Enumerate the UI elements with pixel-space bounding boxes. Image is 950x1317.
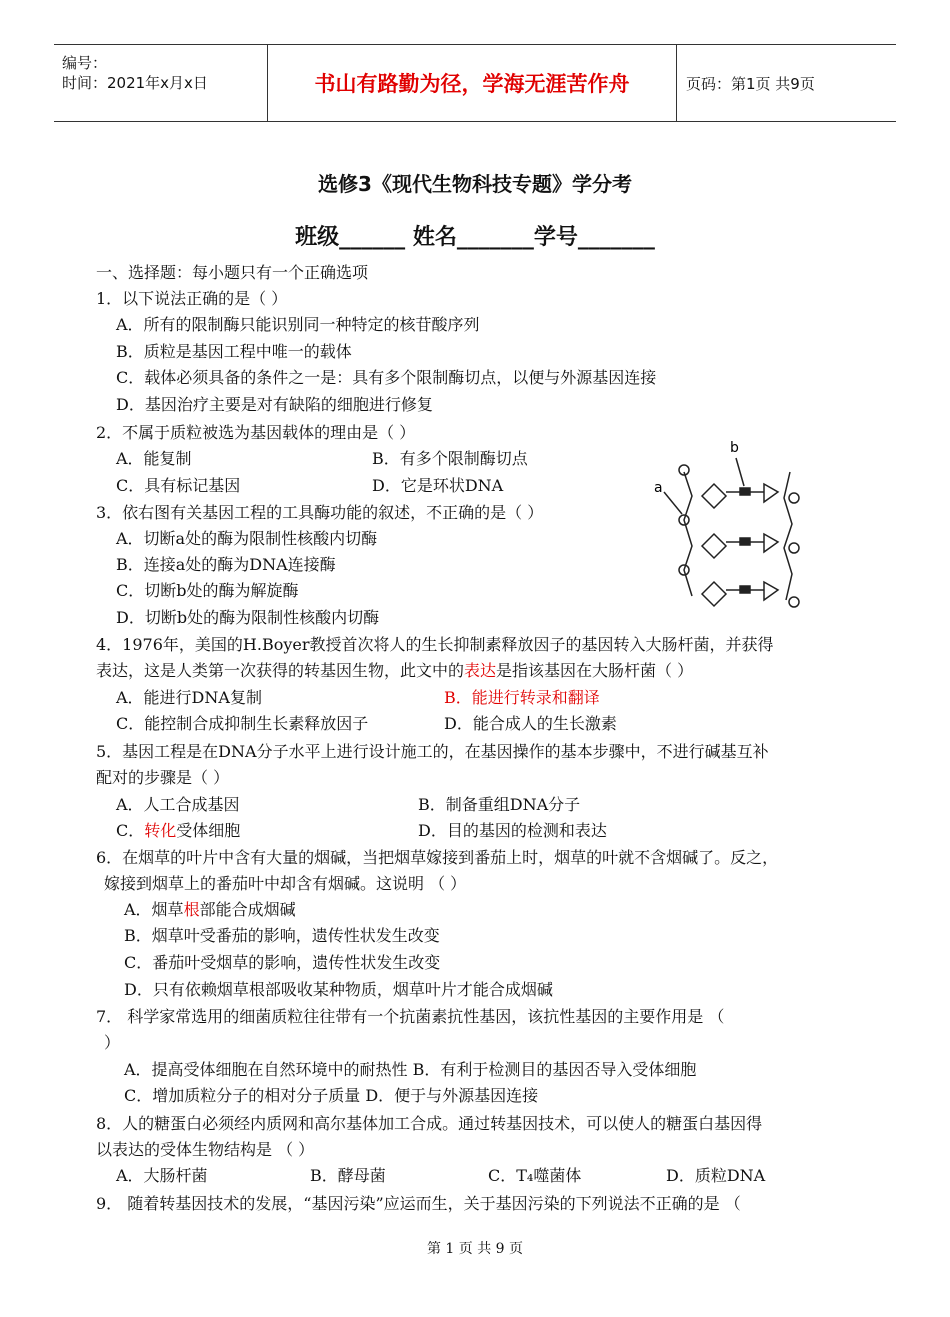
q8-option-d: D．质粒DNA — [666, 1166, 766, 1185]
q5-highlight: 转化 — [144, 821, 177, 840]
q6-option-a-suffix: 部能合成烟碱 — [199, 900, 296, 919]
dna-diagram — [648, 436, 808, 616]
q4-option-a: A．能进行DNA复制 — [116, 688, 262, 707]
q8-option-c: C．T₄噬菌体 — [488, 1166, 582, 1185]
q2-option-d: D．它是环状DNA — [372, 476, 504, 495]
question-line: A．切断a处的酶为限制性核酸内切酶 — [116, 529, 378, 548]
question-line: B．烟草叶受番茄的影响，遗传性状发生改变 — [124, 926, 440, 945]
q4-line2-part1: 表达，这是人类第一次获得的转基因生物，此文中的 — [96, 661, 465, 680]
question-line: C．切断b处的酶为解旋酶 — [116, 581, 299, 600]
q5-option-a: A．人工合成基因 — [116, 795, 240, 814]
question-line: 1．以下说法正确的是（ ） — [96, 289, 288, 308]
question-line: D．切断b处的酶为限制性核酸内切酶 — [116, 608, 380, 627]
question-line: 8．人的糖蛋白必须经内质网和高尔基体加工合成。通过转基因技术，可以使人的糖蛋白基因得 — [96, 1114, 763, 1133]
q5-option-d: D．目的基因的检测和表达 — [418, 821, 607, 840]
number-label: 编号： — [62, 54, 108, 72]
question-line: 5．基因工程是在DNA分子水平上进行设计施工的，在基因操作的基本步骤中，不进行碱基互补 — [96, 742, 769, 761]
question-line: A．所有的限制酶只能识别同一种特定的核苷酸序列 — [116, 315, 480, 334]
question-line: 7． 科学家常选用的细菌质粒往往带有一个抗菌素抗性基因，该抗性基因的主要作用是 （ — [96, 1007, 725, 1026]
page-label: 页码：第1页 共9页 — [686, 74, 815, 93]
question-line: B．连接a处的酶为DNA连接酶 — [116, 555, 336, 574]
question-line: D．只有依赖烟草根部吸收某种物质，烟草叶片才能合成烟碱 — [124, 980, 553, 999]
question-line: 2．不属于质粒被选为基因载体的理由是（ ） — [96, 423, 416, 442]
q6-highlight: 根 — [183, 900, 200, 919]
question-line: D．基因治疗主要是对有缺陷的细胞进行修复 — [116, 395, 433, 414]
q4-line2 — [96, 660, 693, 682]
q5-option-c — [116, 820, 240, 842]
base-pair-rungs — [702, 484, 778, 606]
q2-option-b: B．有多个限制酶切点 — [372, 449, 528, 468]
arrow-a — [664, 492, 682, 514]
q8-option-b: B．酵母菌 — [310, 1166, 386, 1185]
label-b: b — [730, 440, 739, 456]
q4-option-b: B．能进行转录和翻译 — [444, 688, 600, 707]
q5-option-b: B．制备重组DNA分子 — [418, 795, 581, 814]
q5-option-c-suffix: 受体细胞 — [176, 821, 241, 840]
question-line: 4．1976年，美国的H.Boyer教授首次将人的生长抑制素释放因子的基因转入大肠杆菌，并获得 — [96, 635, 774, 654]
label-a: a — [654, 480, 663, 496]
question-line: 配对的步骤是（ ） — [96, 768, 230, 787]
document-title: 选修3《现代生物科技专题》学分考 — [318, 172, 632, 196]
q4-highlight: 表达 — [464, 661, 497, 680]
question-line: 9． 随着转基因技术的发展，“基因污染”应运而生，关于基因污染的下列说法不正确的是 （ — [96, 1194, 741, 1213]
phosphate-circles — [679, 465, 799, 607]
section-heading: 一、选择题：每小题只有一个正确选项 — [96, 263, 369, 282]
arrow-b — [736, 458, 744, 486]
question-line: B．质粒是基因工程中唯一的载体 — [116, 342, 352, 361]
q2-option-a: A．能复制 — [116, 449, 192, 468]
question-line: 以表达的受体生物结构是 （ ） — [96, 1140, 315, 1159]
q6-option-a — [124, 899, 296, 921]
page-footer: 第 1 页 共 9 页 — [426, 1241, 524, 1257]
motto: 书山有路勤为径，学海无涯苦作舟 — [268, 45, 677, 121]
left-backbone — [684, 472, 692, 596]
question-line: 嫁接到烟草上的番茄叶中却含有烟碱。这说明 （ ） — [104, 874, 467, 893]
question-line: ） — [104, 1033, 121, 1052]
question-line: 6．在烟草的叶片中含有大量的烟碱，当把烟草嫁接到番茄上时，烟草的叶就不含烟碱了。反之， — [96, 848, 779, 867]
q5-option-c-prefix: C． — [116, 821, 145, 840]
question-line: C．载体必须具备的条件之一是：具有多个限制酶切点，以便与外源基因连接 — [116, 368, 657, 387]
header-table — [54, 44, 896, 122]
question-line: C．增加质粒分子的相对分子质量 D．便于与外源基因连接 — [124, 1086, 539, 1105]
q4-option-c: C．能控制合成抑制生长素释放因子 — [116, 714, 369, 733]
question-line: C．番茄叶受烟草的影响，遗传性状发生改变 — [124, 953, 441, 972]
question-line: A．提高受体细胞在自然环境中的耐热性 B．有利于检测目的基因否导入受体细胞 — [124, 1060, 697, 1079]
right-backbone — [784, 472, 792, 600]
time-label: 时间：2021年x月x日 — [62, 74, 208, 92]
q6-option-a-prefix: A．烟草 — [124, 900, 184, 919]
header-left-cell — [54, 45, 268, 121]
q4-option-d: D．能合成人的生长激素 — [444, 714, 617, 733]
q4-line2-part3: 是指该基因在大肠杆菌（ ） — [496, 661, 694, 680]
q8-option-a: A．大肠杆菌 — [116, 1166, 208, 1185]
q2-option-c: C．具有标记基因 — [116, 476, 241, 495]
question-line: 3．依右图有关基因工程的工具酶功能的叙述，不正确的是（ ） — [96, 503, 544, 522]
student-info-line: 班级______ 姓名_______学号_______ — [295, 225, 655, 250]
